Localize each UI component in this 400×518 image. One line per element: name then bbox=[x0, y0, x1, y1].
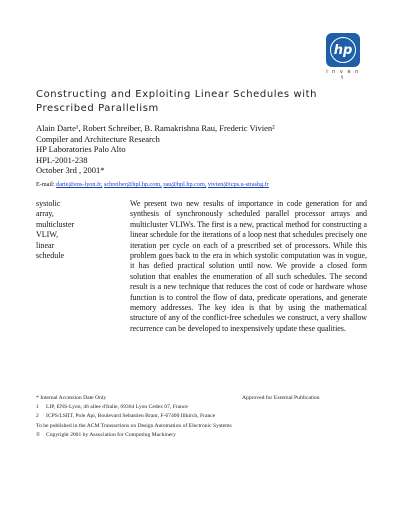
approved-note: Approved for External Publication bbox=[242, 395, 320, 401]
report-metadata bbox=[36, 123, 275, 176]
authors: Alain Darte¹, Robert Schreiber, B. Ramakrishna Rau, Frederic Vivien² bbox=[36, 123, 275, 133]
keyword: linear bbox=[36, 240, 55, 250]
hp-logo-mark bbox=[326, 33, 360, 67]
affiliation: Compiler and Architecture Research bbox=[36, 133, 160, 144]
footnote-1-text: LIP, ENS-Lyon, 46 allee d'Italie, 69364 Lyon Cedex 07, France bbox=[46, 404, 188, 411]
keyword: systolic bbox=[36, 199, 61, 208]
lab-name: HP Laboratories Palo Alto bbox=[36, 144, 126, 154]
abstract-text: We present two new results of importance in code generation for and synthesis of synchronously scheduled parallel processor arrays and multicluster VLIWs. The first is a new, practical method for constructing a linear schedule for the iterations of a loop nest that schedules precisely one iteration per cycle on each of a prescribed set of processors. While this problem goes back to the era in which systolic computation was in vogue, it has defied practical solution until now. We provide a closed form solution that enables the enumeration of all such schedules. The second result is a new technique that reduces the cost of code or hardware whose function is to control the flow of data, predicate operations, and generate memory addresses. The key idea is that by using the mathematical structure of any of the conflict-free schedules we construct, a very shallow recurrence can be developed to inexpensively update these qualities. bbox=[130, 199, 367, 333]
footnote-1-mark: 1 bbox=[36, 404, 39, 411]
keywords-column bbox=[36, 199, 74, 261]
footnote-1 bbox=[36, 403, 232, 412]
keyword: VLIW, bbox=[36, 230, 59, 240]
publication-note bbox=[36, 422, 232, 431]
email-link-vivien[interactable]: vivien@icps.u-strasbg.fr bbox=[207, 181, 269, 188]
email-link-rau[interactable]: rau@hpl.hp.com, bbox=[163, 181, 207, 188]
hp-logo-circle: hp bbox=[330, 37, 356, 63]
paper-title: Constructing and Exploiting Linear Schedules with Prescribed Parallelism bbox=[36, 89, 318, 114]
footnote-2-mark: 2 bbox=[36, 413, 39, 420]
keyword: schedule bbox=[36, 251, 64, 261]
hp-logo-tagline: i n v e n t bbox=[326, 69, 360, 81]
email-label: E-mail: bbox=[36, 181, 55, 188]
copyright-text: Copyright 2001 by Association for Computing Machinery bbox=[46, 431, 176, 438]
keyword: array, bbox=[36, 209, 54, 219]
footnote-2 bbox=[36, 412, 232, 421]
email-link-schreiber[interactable]: schreiber@hpl.hp.com, bbox=[104, 181, 162, 188]
email-line bbox=[36, 181, 269, 188]
publication-text: To be published in the ACM Transactions on Design Automation of Electronic Systems bbox=[36, 422, 232, 429]
report-number: HPL-2001-238 bbox=[36, 154, 88, 165]
copyright-note bbox=[36, 431, 232, 440]
footnote-2-text: ICPS/LSIIT, Pole Api, Boulevard Sebastien Brant, F-67400 Illkirch, France bbox=[46, 413, 216, 420]
footnotes bbox=[36, 394, 320, 440]
email-link-darte[interactable]: darte@ens-lyon.fr, bbox=[56, 181, 103, 188]
internal-date-note: * Internal Accession Date Only bbox=[36, 395, 107, 401]
footnote-internal-date bbox=[36, 394, 232, 403]
keyword: multicluster bbox=[36, 219, 75, 229]
report-date: October 3rd , 2001* bbox=[36, 165, 105, 175]
copyright-icon: © bbox=[36, 431, 41, 438]
hp-logo bbox=[326, 33, 360, 79]
